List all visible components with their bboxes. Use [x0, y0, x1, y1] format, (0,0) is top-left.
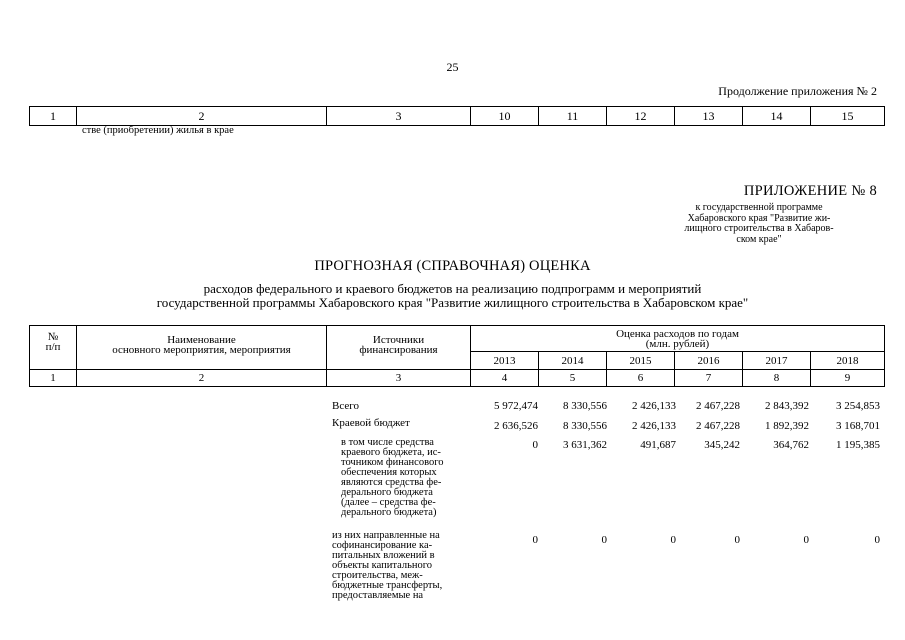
- row-value: 491,687: [640, 439, 676, 451]
- header-name: Наименование основного мероприятия, мероприятия: [77, 326, 327, 370]
- prev-col-number: 15: [811, 107, 885, 126]
- header-year: 2017: [743, 352, 811, 370]
- column-number: 2: [77, 370, 327, 387]
- appendix-subtitle-line: лищного строительства в Хабаров-: [684, 223, 834, 234]
- prev-col-number: 3: [327, 107, 471, 126]
- appendix-subtitle-line: к государственной программе: [695, 202, 823, 213]
- header-year: 2015: [607, 352, 675, 370]
- row-value: 0: [803, 534, 809, 546]
- continuation-label: Продолжение приложения № 2: [718, 84, 877, 98]
- appendix-subtitle-line: ском крае": [736, 233, 782, 245]
- document-subtitle-line: государственной программы Хабаровского края "Развитие жилищного строительства в Хабаровском крае": [156, 294, 749, 310]
- row-value: 2 426,133: [632, 400, 676, 412]
- row-value: 2 467,228: [696, 420, 740, 432]
- prev-col-number: 12: [607, 107, 675, 126]
- row-value: 5 972,474: [494, 400, 538, 412]
- column-number: 7: [675, 370, 743, 387]
- page-number: 25: [446, 60, 459, 74]
- column-number: 4: [471, 370, 539, 387]
- header-year: 2014: [539, 352, 607, 370]
- row-source: Краевой бюджет: [332, 417, 410, 429]
- row-value: 8 330,556: [563, 420, 607, 432]
- prev-col-number: 1: [30, 107, 77, 126]
- prev-col-number: 11: [539, 107, 607, 126]
- document-subtitle: [0, 282, 905, 309]
- row-value: 3 254,853: [836, 400, 880, 412]
- row-value: 1 195,385: [836, 439, 880, 451]
- column-number: 5: [539, 370, 607, 387]
- row-value: 2 426,133: [632, 420, 676, 432]
- estimate-table-header: [29, 325, 885, 387]
- row-value: 2 467,228: [696, 400, 740, 412]
- column-number: 9: [811, 370, 885, 387]
- column-number: 8: [743, 370, 811, 387]
- row-value: 3 168,701: [836, 420, 880, 432]
- prev-col-number: 2: [77, 107, 327, 126]
- prev-col-number: 13: [675, 107, 743, 126]
- row-source: из них направленные на софинансирование ка- питальных вложений в объекты капитального строительства, меж- бюджетные трансферты, предоставляемые на: [332, 530, 443, 601]
- header-year: 2013: [471, 352, 539, 370]
- prev-col-number: 10: [471, 107, 539, 126]
- row-source: в том числе средства краевого бюджета, ис- точником финансового обеспечения которых являются средства фе- дерального бюджета (далее – средства фе- дерального бюджета): [341, 437, 444, 518]
- column-numbers-row: [30, 370, 885, 387]
- row-value: 8 330,556: [563, 400, 607, 412]
- row-value: 0: [874, 534, 880, 546]
- previous-column-numbers: [30, 107, 885, 126]
- column-number: 6: [607, 370, 675, 387]
- row-value: 0: [670, 534, 676, 546]
- appendix-subtitle-line: Хабаровского края "Развитие жи-: [687, 212, 831, 224]
- row-value: 2 636,526: [494, 420, 538, 432]
- header-estimate: Оценка расходов по годам (млн. рублей): [471, 326, 885, 352]
- header-number: № п/п: [30, 326, 77, 370]
- row-value: 345,242: [704, 439, 740, 451]
- row-value: 1 892,392: [765, 420, 809, 432]
- header-year: 2018: [811, 352, 885, 370]
- row-value: 3 631,362: [563, 439, 607, 451]
- header-year: 2016: [675, 352, 743, 370]
- row-value: 0: [532, 534, 538, 546]
- document-title: ПРОГНОЗНАЯ (СПРАВОЧНАЯ) ОЦЕНКА: [314, 258, 591, 274]
- previous-table-header: [29, 106, 885, 126]
- document-subtitle-line: расходов федерального и краевого бюджетов на реализацию подпрограмм и мероприятий: [203, 281, 702, 296]
- row-source: Всего: [332, 400, 359, 412]
- header-source: Источники финансирования: [327, 326, 471, 370]
- row-value: 0: [601, 534, 607, 546]
- row-value: 0: [734, 534, 740, 546]
- column-number: 1: [30, 370, 77, 387]
- previous-table-trailing-text: стве (приобретении) жилья в крае: [82, 125, 234, 136]
- row-value: 2 843,392: [765, 400, 809, 412]
- prev-col-number: 14: [743, 107, 811, 126]
- appendix-subtitle: [639, 203, 879, 245]
- column-number: 3: [327, 370, 471, 387]
- appendix-title: ПРИЛОЖЕНИЕ № 8: [743, 183, 877, 199]
- row-value: 364,762: [773, 439, 809, 451]
- row-value: 0: [532, 439, 538, 451]
